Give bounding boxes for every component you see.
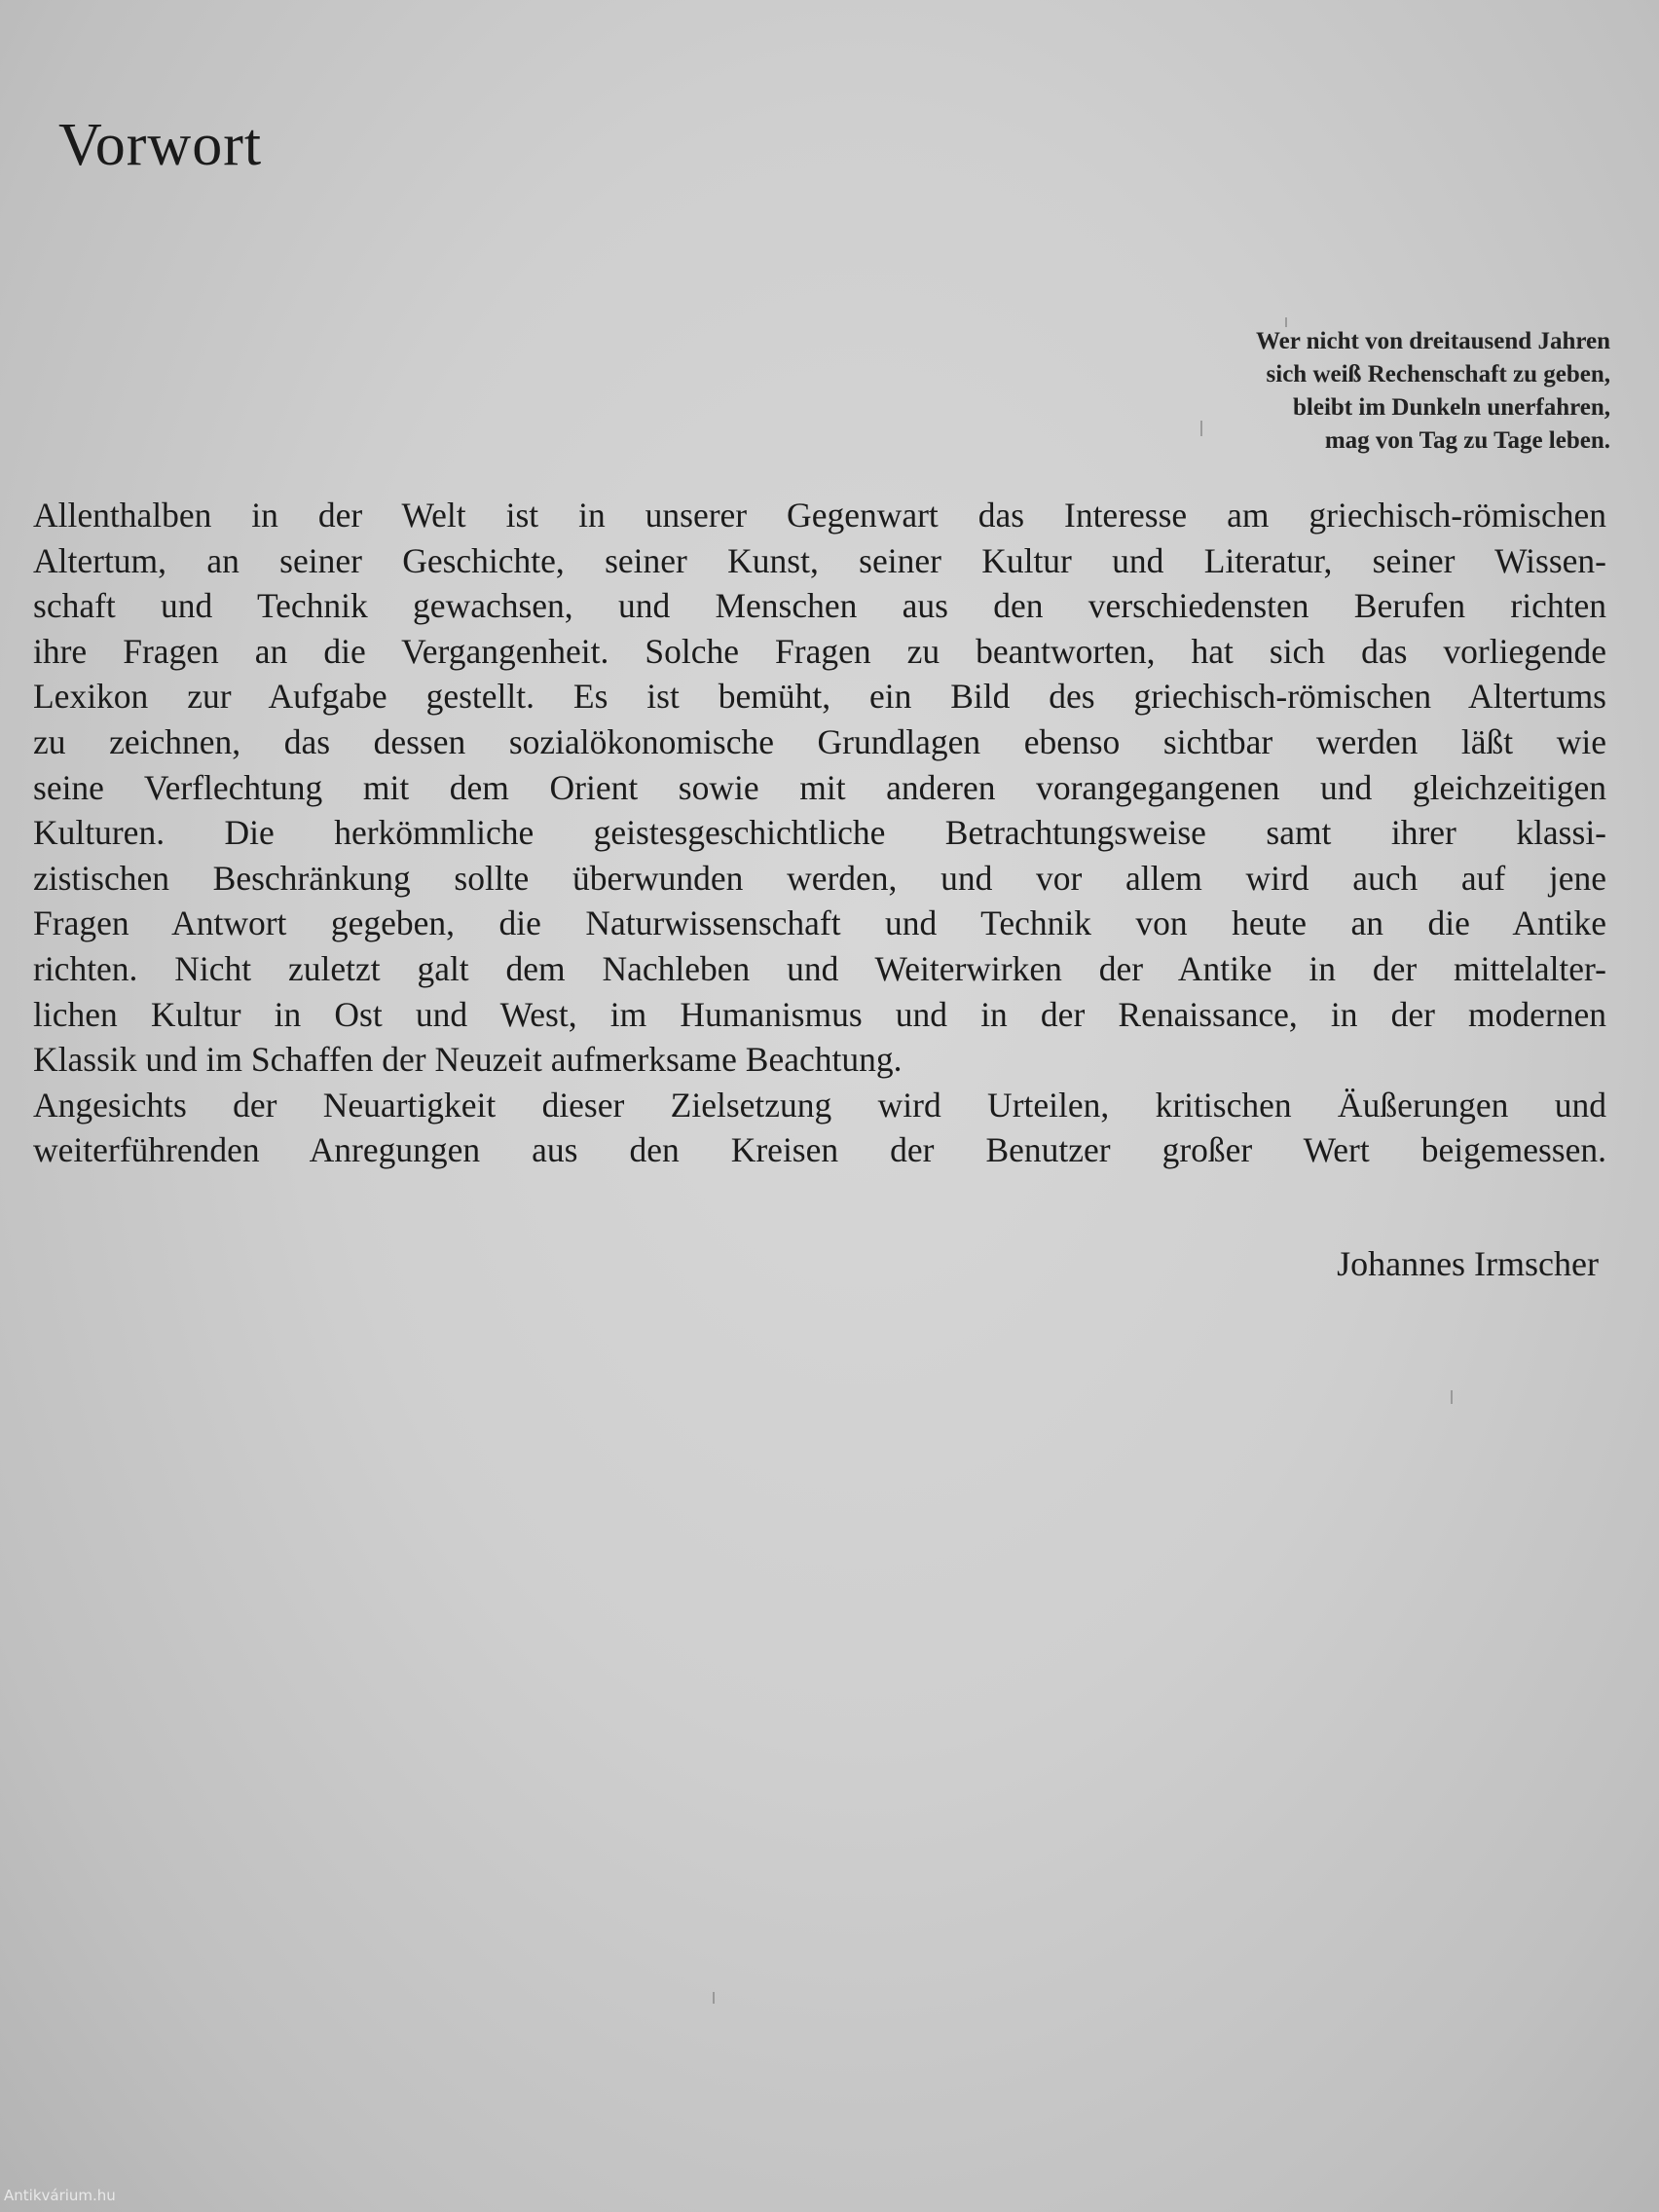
watermark: Antikvárium.hu [4,2187,116,2204]
epigraph-line: sich weiß Rechenschaft zu geben, [1266,361,1610,387]
epigraph-line: bleibt im Dunkeln unerfahren, [1293,394,1610,421]
author-signature: Johannes Irmscher [1337,1244,1599,1283]
paper-speck [1200,421,1202,436]
body-line: lichen Kultur in Ost und West, im Humanismus und in der Renaissance, in der modernen [33,994,1606,1034]
body-line: Angesichts der Neuartigkeit dieser Zielsetzung wird Urteilen, kritischen Äußerungen und [33,1085,1606,1124]
body-line: Kulturen. Die herkömmliche geistesgeschichtliche Betrachtungsweise samt ihrer klassi- [33,813,1606,853]
epigraph-line: mag von Tag zu Tage leben. [1324,427,1610,454]
body-line: weiterführenden Anregungen aus den Kreisen der Benutzer großer Wert beigemessen. [33,1130,1606,1170]
epigraph [1104,325,1610,458]
body-line: richten. Nicht zuletzt galt dem Nachleben und Weiterwirken der Antike in der mittelalter- [33,948,1606,988]
body-line: Altertum, an seiner Geschichte, seiner Kunst, seiner Kultur und Literatur, seiner Wissen- [33,540,1606,580]
body-line: Fragen Antwort gegeben, die Naturwissenschaft und Technik von heute an die Antike [33,903,1606,943]
body-line: Klassik und im Schaffen der Neuzeit aufmerksame Beachtung. [33,1040,903,1080]
page-title: Vorwort [58,112,263,178]
foreword-body [33,493,1606,1173]
body-line: Lexikon zur Aufgabe gestellt. Es ist bemüht, ein Bild des griechisch-römischen Altertums [33,677,1606,717]
body-line: Allenthalben in der Welt ist in unserer Gegenwart das Interesse am griechisch-römischen [33,496,1606,535]
paper-speck [1451,1390,1453,1404]
paper-speck [713,1992,715,2004]
body-line: zu zeichnen, das dessen sozialökonomische Grundlagen ebenso sichtbar werden läßt wie [33,721,1606,761]
paper-speck [1285,317,1287,327]
body-line: seine Verflechtung mit dem Orient sowie mit anderen vorangegangenen und gleichzeitigen [33,767,1606,807]
epigraph-line: Wer nicht von dreitausend Jahren [1256,328,1610,354]
body-line: ihre Fragen an die Vergangenheit. Solche Fragen zu beantworten, hat sich das vorliegende [33,631,1606,671]
body-line: schaft und Technik gewachsen, und Menschen aus den verschiedensten Berufen richten [33,586,1606,626]
body-line: zistischen Beschränkung sollte überwunden werden, und vor allem wird auch auf jene [33,858,1606,898]
